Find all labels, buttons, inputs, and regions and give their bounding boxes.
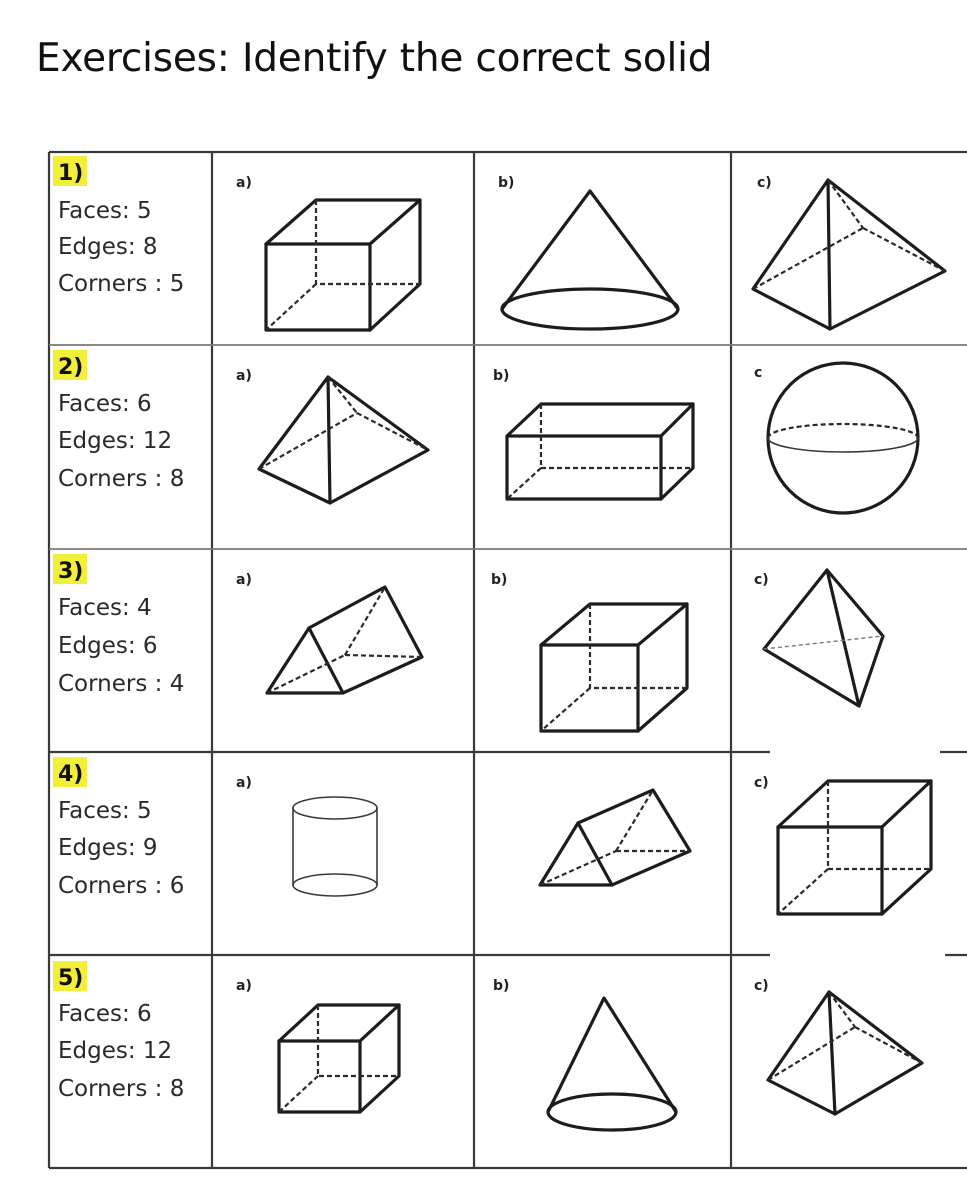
square-pyramid-option[interactable]	[259, 377, 428, 503]
cuboid-option[interactable]	[507, 404, 693, 499]
edges-count: Edges: 9	[58, 835, 158, 861]
option-c-label: c)	[754, 978, 769, 994]
edges-count: Edges: 6	[58, 633, 158, 659]
exercise-row-2	[53, 350, 918, 513]
option-c-label: c)	[754, 775, 769, 791]
square-pyramid-option[interactable]	[768, 992, 922, 1114]
option-a-label: a)	[236, 572, 252, 588]
cone-option[interactable]	[548, 998, 676, 1130]
option-c-label: c)	[754, 572, 769, 588]
edges-count: Edges: 8	[58, 234, 158, 260]
exercise-number: 1)	[58, 161, 84, 186]
faces-count: Faces: 5	[58, 798, 152, 824]
corners-count: Corners : 8	[58, 1076, 185, 1102]
faces-count: Faces: 5	[58, 198, 152, 224]
tetrahedron-option[interactable]	[764, 570, 883, 706]
triangular-prism-option[interactable]	[267, 587, 422, 693]
exercise-row-3	[53, 554, 883, 731]
option-a-label: a)	[236, 175, 252, 191]
cone-option[interactable]	[502, 191, 678, 329]
faces-count: Faces: 6	[58, 1001, 152, 1027]
corners-count: Corners : 8	[58, 466, 185, 492]
option-a-label: a)	[236, 368, 252, 384]
corners-count: Corners : 4	[58, 671, 185, 697]
option-b-label: b)	[491, 572, 508, 588]
exercise-row-5	[53, 961, 922, 1130]
corners-count: Corners : 6	[58, 873, 185, 899]
exercise-number: 4)	[58, 762, 84, 787]
exercise-number: 3)	[58, 559, 84, 584]
cube-option[interactable]	[266, 200, 420, 330]
exercise-row-4	[53, 757, 931, 914]
option-b-label: b)	[498, 175, 515, 191]
cube-option[interactable]	[279, 1005, 399, 1112]
option-a-label: a)	[236, 775, 252, 791]
triangular-prism-option[interactable]	[540, 790, 690, 885]
option-b-label: b)	[493, 368, 510, 384]
exercise-number: 2)	[58, 355, 84, 380]
exercise-number: 5)	[58, 966, 84, 991]
worksheet-title: Exercises: Identify the correct solid	[36, 36, 713, 81]
cylinder-option[interactable]	[293, 797, 377, 896]
option-c-label: c)	[757, 175, 772, 191]
option-c-label: c	[754, 365, 763, 381]
faces-count: Faces: 4	[58, 595, 152, 621]
square-pyramid-option[interactable]	[753, 180, 945, 329]
edges-count: Edges: 12	[58, 428, 173, 454]
sphere-option[interactable]	[768, 363, 918, 513]
cube-option[interactable]	[541, 604, 687, 731]
faces-count: Faces: 6	[58, 391, 152, 417]
corners-count: Corners : 5	[58, 271, 185, 297]
option-a-label: a)	[236, 978, 252, 994]
exercise-row-1	[53, 156, 945, 330]
edges-count: Edges: 12	[58, 1038, 173, 1064]
cube-option[interactable]	[778, 781, 931, 914]
option-b-label: b)	[493, 978, 510, 994]
